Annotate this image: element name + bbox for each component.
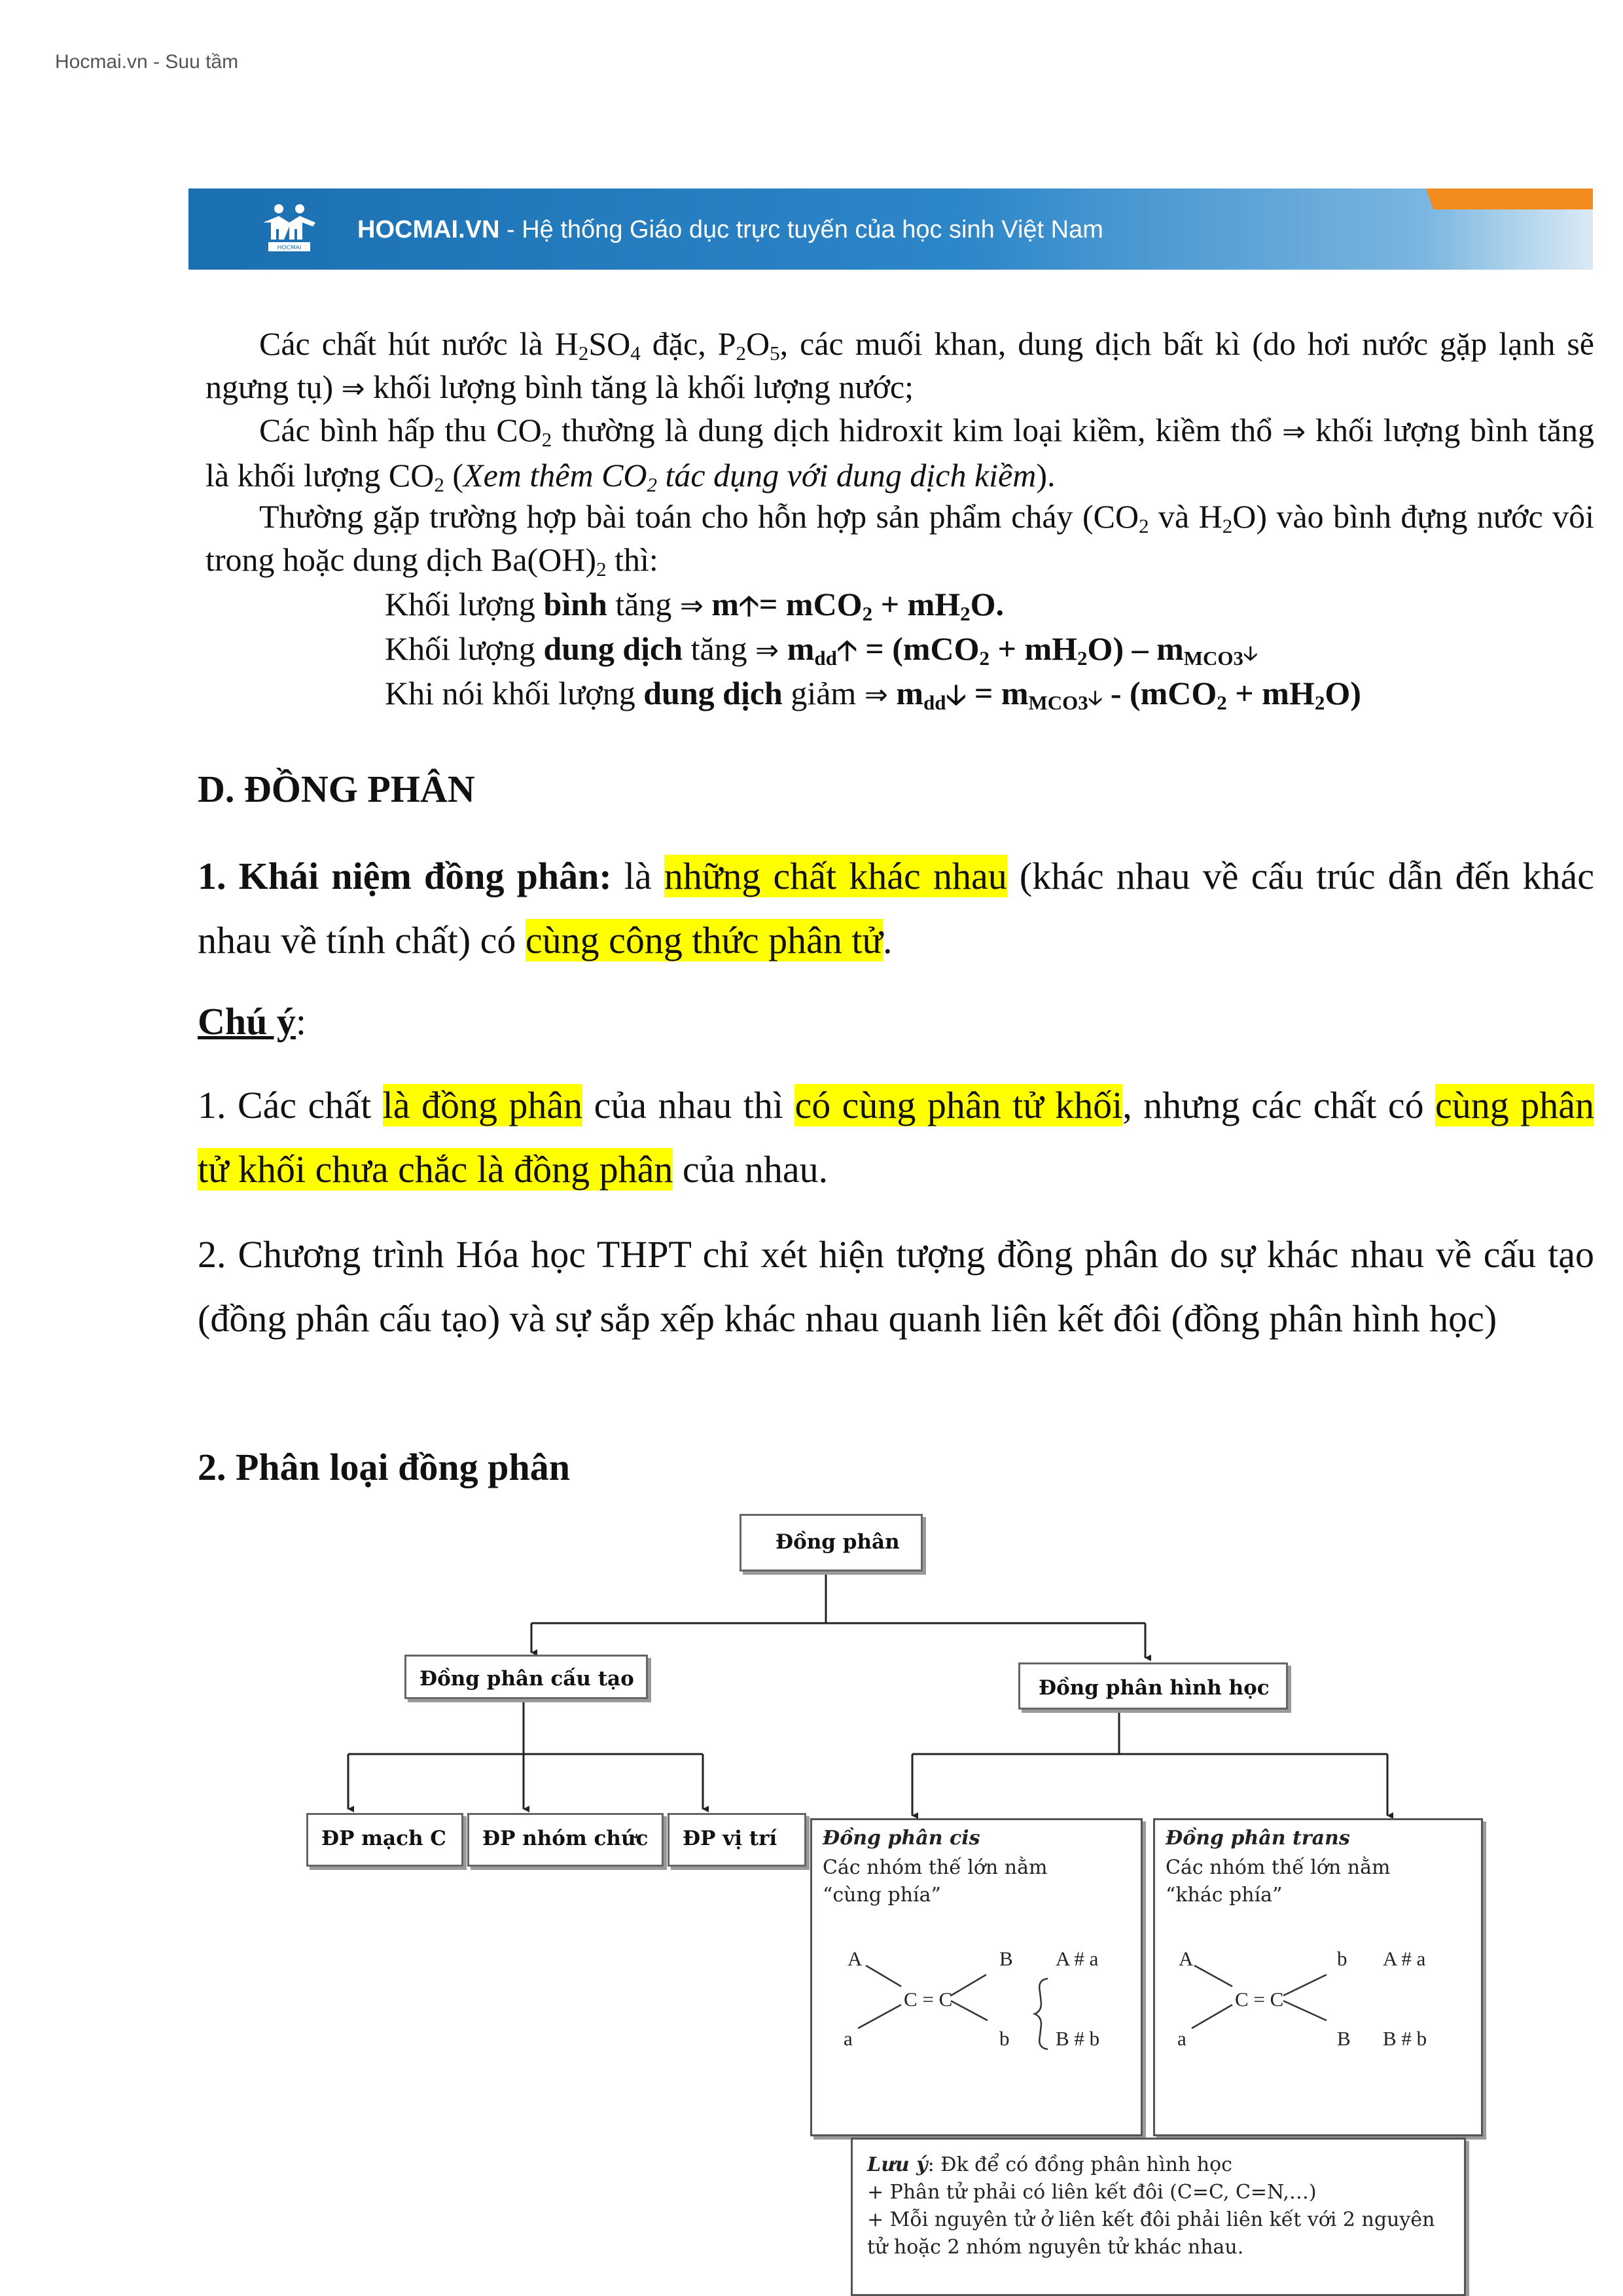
trans-title: Đồng phân trans	[1166, 1827, 1350, 1850]
geometric-isomer-note: Lưu ý: Đk để có đồng phân hình học + Phân tử phải có liên kết đôi (C=C, C=N,…) + Mỗi nguyên tử ở liên kết đôi phải liên kết với 2 nguyên tử hoặc 2 nhóm nguyên tử khác nhau.	[851, 2138, 1466, 2296]
node-isomer-root: Đồng phân	[740, 1514, 923, 1571]
node-structural-isomer: Đồng phân cấu tạo	[404, 1655, 648, 1699]
formula-flask-mass: Khối lượng bình tăng ⇒ m🡡= $mCO_2 + mH_2O$.	[385, 586, 1005, 625]
node-functional-isomer: ĐP nhóm chức	[467, 1813, 664, 1867]
note-1: 1. Các chất là đồng phân của nhau thì có cùng phân tử khối, nhưng các chất có cùng phân tử khối chưa chắc là đồng phân của nhau.	[198, 1084, 1594, 1191]
paragraph-combustion: Thường gặp trường hợp bài toán cho hỗn hợp sản phẩm cháy ($CO_2$ và $H_2O$) vào bình đựng nước vôi trong hoặc dung dịch $Ba(OH)_2$ thì:	[205, 498, 1594, 581]
classification-title: 2. Phân loại đồng phân	[198, 1446, 570, 1488]
node-position-isomer: ĐP vị trí	[668, 1813, 806, 1867]
cis-title: Đồng phân cis	[823, 1827, 980, 1850]
node-geometric-isomer: Đồng phân hình học	[1018, 1662, 1288, 1710]
formula-solution-decrease: Khi nói khối lượng dung dịch giảm ⇒ $m_{dd}🡣$ = $m_{MCO3}🡣 - (mCO_2 + mH_2O)$	[385, 675, 1361, 714]
note-heading: Chú ý:	[198, 1000, 307, 1043]
node-cis-isomer: Đồng phân cis Các nhóm thế lớn nằm “cùng phía” A a B b C = C A # a B # b	[810, 1818, 1143, 2136]
source-watermark: Hocmai.vn - Suu tầm	[55, 51, 239, 73]
paragraph-co2-absorbers: Các bình hấp thu $CO_2$ thường là dung dịch hidroxit kim loại kiềm, kiềm thổ ⇒ khối lượng bình tăng là khối lượng $CO_2$ (Xem thêm $CO_2$ tác dụng với dung dịch kiềm).	[205, 412, 1594, 496]
cis-description: Các nhóm thế lớn nằm “cùng phía”	[823, 1856, 1048, 1907]
formula-solution-increase: Khối lượng dung dịch tăng ⇒ $m_{dd}🡡 = (mCO_2 + mH_2O)$ – $m_{MCO3}🡣$	[385, 630, 1258, 670]
isomer-definition: 1. Khái niệm đồng phân: là những chất khác nhau (khác nhau về cấu trúc dẫn đến khác nhau về tính chất) có cùng công thức phân tử.	[198, 855, 1595, 961]
trans-description: Các nhóm thế lớn nằm “khác phía”	[1166, 1856, 1391, 1907]
header-banner	[188, 188, 1593, 270]
svg-text:HOCMAI: HOCMAI	[277, 245, 302, 251]
section-title: D. ĐỒNG PHÂN	[198, 768, 475, 810]
cis-bonds	[812, 1820, 1145, 2138]
node-trans-isomer: Đồng phân trans Các nhóm thế lớn nằm “khác phía” A a b B C = C A # a B # b	[1153, 1818, 1483, 2136]
paragraph-desiccants: Các chất hút nước là $H_2SO_4$ đặc, $P_2O_5$, các muối khan, dung dịch bất kì (do hơi nước gặp lạnh sẽ ngưng tụ) ⇒ khối lượng bình tăng là khối lượng nước;	[205, 325, 1594, 405]
trans-bonds	[1155, 1820, 1485, 2138]
node-chain-isomer: ĐP mạch C	[306, 1813, 463, 1867]
note-2: 2. Chương trình Hóa học THPT chỉ xét hiện tượng đồng phân do sự khác nhau về cấu tạo (đồng phân cấu tạo) và sự sắp xếp khác nhau quanh liên kết đôi (đồng phân hình học)	[198, 1233, 1594, 1340]
banner-slogan: HOCMAI.VN - Hệ thống Giáo dục trực tuyến của học sinh Việt Nam	[357, 216, 1103, 243]
hocmai-logo-icon	[259, 203, 319, 255]
